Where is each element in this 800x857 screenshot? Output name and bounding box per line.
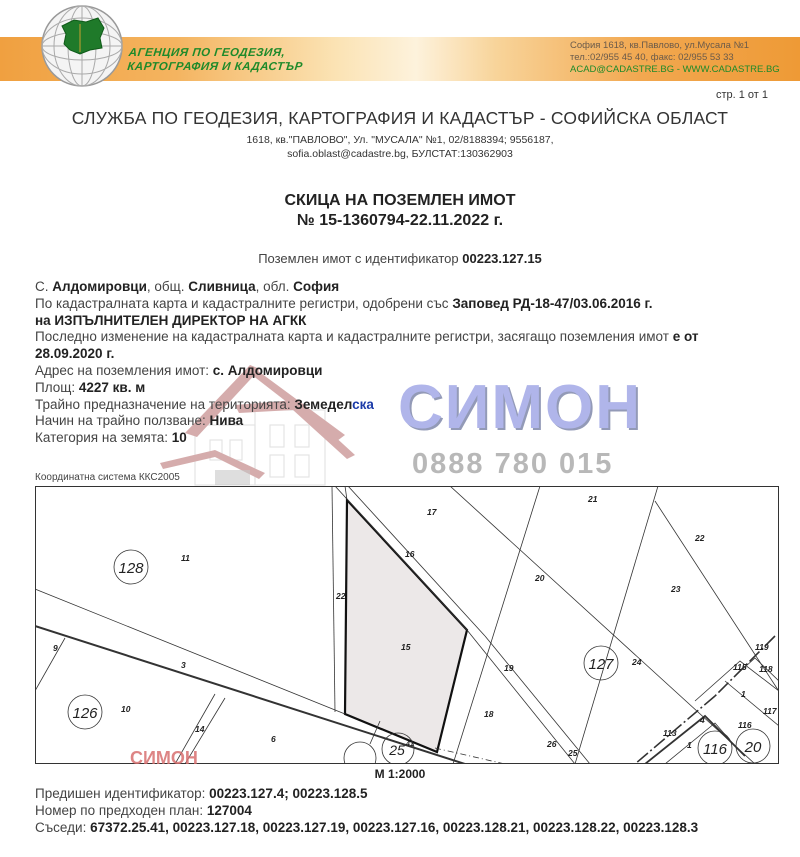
municipality: Сливница	[188, 279, 256, 294]
svg-text:3: 3	[181, 660, 186, 670]
svg-text:1: 1	[741, 689, 746, 699]
svg-text:9: 9	[53, 643, 58, 653]
agency-contact	[570, 40, 780, 76]
watermark-phone: 0888 780 015	[412, 448, 614, 480]
contact-address: София 1618, кв.Павлово, ул.Мусала №1	[570, 40, 750, 51]
svg-text:26: 26	[547, 739, 557, 749]
previous-plan-value: 127004	[206, 803, 252, 818]
block-label: 20	[744, 739, 762, 756]
map-scale: М 1:2000	[374, 767, 426, 781]
approval-text: По кадастралната карта и кадастралните регистри, одобрени със	[35, 295, 449, 311]
svg-text:19: 19	[504, 663, 514, 673]
watermark-name-small: СИМОН	[130, 748, 198, 768]
address-label: Адрес на поземления имот:	[35, 362, 210, 378]
svg-text:113: 113	[663, 728, 677, 738]
purpose-value	[294, 397, 374, 412]
settlement: Алдомировци	[52, 279, 147, 294]
previous-identifier-label: Предишен идентификатор:	[35, 786, 206, 801]
svg-text:10: 10	[121, 704, 131, 714]
last-change-text: Последно изменение на кадастралната карта и кадастралните регистри, засягащо поземления имот	[35, 329, 669, 345]
office-title: СЛУЖБА ПО ГЕОДЕЗИЯ, КАРТОГРАФИЯ И КАДАСТЪР - СОФИЙСКА ОБЛАСТ	[71, 108, 729, 128]
coordinate-system: Координатна система ККС2005	[35, 472, 180, 483]
svg-text:25: 25	[568, 748, 578, 758]
svg-text:18: 18	[484, 709, 494, 719]
region-prefix: , обл.	[255, 279, 290, 294]
svg-text:24: 24	[632, 657, 642, 667]
neighbours-line	[35, 819, 795, 836]
approval-line	[35, 296, 795, 313]
neighbours-value: 67372.25.41, 00223.127.18, 00223.127.19, 00223.127.16, 00223.128.21, 00223.128.22, 00223.128.3	[90, 820, 699, 835]
office-address	[0, 133, 800, 161]
svg-text:6: 6	[271, 734, 276, 744]
bulgaria-globe-logo-icon	[40, 4, 124, 88]
usage-value: Нива	[209, 413, 244, 429]
svg-text:117: 117	[763, 706, 777, 716]
block-label: 127	[588, 656, 614, 673]
category-label: Категория на земята:	[35, 430, 169, 446]
office-address-line2: sofia.oblast@cadastre.bg, БУЛСТАТ:130362903	[287, 148, 513, 160]
block-label: 128	[118, 560, 144, 577]
svg-text:1: 1	[687, 740, 692, 750]
approval-authority: на ИЗПЪЛНИТЕЛЕН ДИРЕКТОР НА АГКК	[35, 312, 307, 328]
svg-text:14: 14	[195, 724, 205, 734]
page-number: стр. 1 от 1	[715, 89, 768, 101]
region: София	[293, 279, 340, 294]
previous-plan-label: Номер по предходен план:	[35, 803, 204, 818]
identifier-label: Поземлен имот с идентификатор	[258, 251, 459, 266]
watermark-name: СИМОН	[398, 373, 642, 442]
previous-identifier-value: 00223.127.4; 00223.128.5	[209, 786, 368, 801]
location-line	[35, 279, 795, 296]
category-value: 10	[171, 430, 187, 446]
purpose-label: Трайно предназначение на територията:	[35, 396, 291, 412]
svg-text:16: 16	[405, 549, 415, 559]
purpose-value-b: ска	[352, 396, 374, 412]
office-address-line1: 1618, кв."ПАВЛОВО", Ул. "МУСАЛА" №1, 02/8188394; 9556187,	[246, 134, 554, 146]
previous-identifier-line	[35, 785, 795, 802]
svg-text:15: 15	[401, 642, 411, 652]
contact-web: ACAD@CADASTRE.BG - WWW.CADASTRE.BG	[570, 64, 780, 75]
svg-text:116: 116	[738, 720, 752, 730]
svg-text:4: 4	[700, 715, 705, 725]
previous-plan-line	[35, 802, 795, 819]
settlement-prefix: С.	[35, 279, 49, 294]
address-value: с. Алдомировци	[212, 362, 323, 378]
contact-phone: тел.:02/955 45 40, факс: 02/955 53 33	[570, 52, 734, 63]
area-label: Площ:	[35, 379, 76, 395]
usage-label: Начин на трайно ползване:	[35, 413, 206, 429]
area-value: 4227 кв. м	[78, 379, 146, 395]
cadastral-map	[35, 486, 779, 764]
svg-text:21: 21	[588, 494, 598, 504]
document-number: № 15-1360794-22.11.2022 г.	[296, 212, 504, 229]
svg-text:22: 22	[336, 591, 346, 601]
agency-name-line1: АГЕНЦИЯ ПО ГЕОДЕЗИЯ,	[128, 47, 286, 59]
last-change-prefix: е от	[672, 329, 699, 345]
svg-text:20: 20	[535, 573, 545, 583]
identifier-line	[0, 251, 800, 266]
last-change-date: 28.09.2020 г.	[35, 346, 115, 362]
svg-text:17: 17	[427, 507, 437, 517]
neighbours-label: Съседи:	[35, 820, 87, 835]
last-change-date-line	[35, 346, 795, 363]
svg-text:115: 115	[733, 662, 747, 672]
approval-order: Заповед РД-18-47/03.06.2016 г.	[452, 295, 653, 311]
svg-text:23: 23	[671, 584, 681, 594]
agency-name	[127, 46, 305, 74]
approval-authority-line	[35, 313, 795, 330]
block-label: 25	[389, 742, 405, 758]
purpose-value-a: Земедел	[294, 396, 353, 412]
svg-text:11: 11	[181, 553, 190, 563]
document-title-text: СКИЦА НА ПОЗЕМЛЕН ИМОТ	[284, 192, 516, 209]
footer-info	[35, 785, 795, 836]
identifier-value: 00223.127.15	[462, 251, 542, 266]
last-change-line	[35, 329, 795, 346]
block-label: 126	[72, 705, 98, 722]
municipality-prefix: , общ.	[146, 279, 185, 294]
block-label: 116	[703, 741, 727, 758]
agency-name-line2: КАРТОГРАФИЯ И КАДАСТЪР	[126, 61, 304, 73]
svg-text:22: 22	[695, 533, 705, 543]
svg-text:119: 119	[755, 642, 769, 652]
document-title	[0, 191, 800, 231]
svg-text:41: 41	[406, 741, 414, 748]
svg-text:118: 118	[759, 664, 773, 674]
